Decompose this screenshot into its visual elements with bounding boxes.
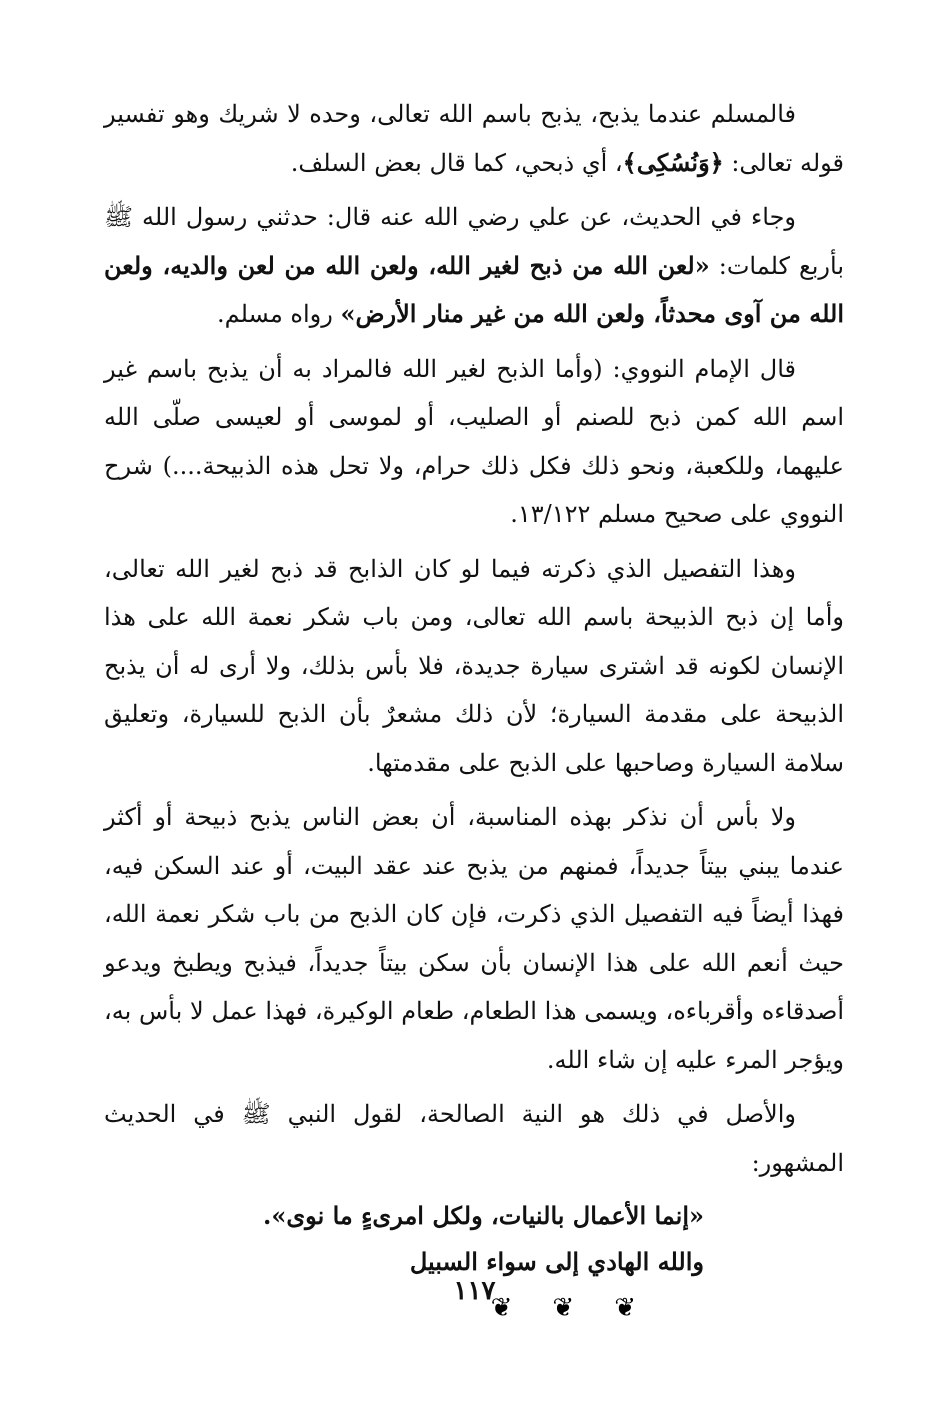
paragraph-2-text-b: رواه مسلم. — [216, 300, 341, 328]
paragraph-1-text-a: فالمسلم عندما يذبح، يذبح باسم الله تعالى، وحده لا شريك وهو تفسير قوله تعالى: — [104, 100, 844, 177]
ornament-icon: ❦ — [614, 1293, 654, 1323]
paragraph-1-text-b: ، أي ذبحي، كما قال بعض السلف. — [290, 148, 623, 177]
paragraph-2-text-a: وجاء في الحديث، عن علي رضي الله عنه قال: حدثني رسول الله ﷺ بأربع كلمات: — [104, 203, 844, 280]
paragraph-3-text: قال الإمام النووي: (وأما الذبح لغير الله فالمراد به أن يذبح باسم غير اسم الله كمن ذبح للصنم أو الصليب، أو لموسى أو لعيسى صلّى الله عليهما، وللكعبة، ونحو ذلك فكل ذلك حرام، ولا تحل هذه الذبيحة....) شرح النووي على صحيح مسلم ١٣/١٢٢. — [104, 354, 845, 528]
page-number: ١١٧ — [453, 1276, 496, 1306]
quran-verse: ﴿وَنُسُكِى﴾ — [622, 147, 724, 177]
paragraph-5 — [104, 793, 844, 1084]
ornament-icon: ❦ — [490, 1293, 531, 1323]
hadith-quote: «لعن الله من ذبح لغير الله، ولعن الله من لعن والديه، ولعن الله من آوى محدثاً، ولعن الله من غير منار الأرض» — [104, 250, 844, 328]
paragraph-4-text: وهذا التفصيل الذي ذكرته فيما لو كان الذابح قد ذبح لغير الله تعالى، وأما إن ذبح الذبيحة باسم الله تعالى، ومن باب شكر نعمة الله على هذا الإنسان لكونه قد اشترى سيارة جديدة، فلا بأس بذلك، ولا أرى له أن يذبح الذبيحة على مقدمة السيارة؛ لأن ذلك مشعرٌ بأن الذبح للسيارة، وتعليق سلامة السيارة وصاحبها على الذبح على مقدمتها. — [104, 554, 844, 777]
closing-hadith: «إنما الأعمال بالنيات، ولكل امرىءٍ ما نوى». — [263, 1201, 704, 1230]
closing-dua: والله الهادي إلى سواء السبيل — [409, 1247, 704, 1276]
paragraph-6-text: والأصل في ذلك هو النية الصالحة، لقول النبي ﷺ في الحديث المشهور: — [104, 1100, 844, 1177]
paragraph-3 — [104, 345, 844, 539]
ornament-icon: ❦ — [552, 1293, 593, 1323]
paragraph-1 — [104, 90, 844, 187]
paragraph-2 — [104, 193, 844, 339]
page-body — [104, 90, 844, 1323]
paragraph-4 — [104, 545, 844, 788]
paragraph-6 — [104, 1090, 844, 1187]
paragraph-5-text: ولا بأس أن نذكر بهذه المناسبة، أن بعض الناس يذبح ذبيحة أو أكثر عندما يبني بيتاً جديداً، فمنهم من يذبح عند عقد البيت، أو عند السكن فيه، فهذا أيضاً فيه التفصيل الذي ذكرت، فإن كان الذبح من باب شكر نعمة الله، حيث أنعم الله على هذا الإنسان بأن سكن بيتاً جديداً، فيذبح ويطبخ ويدعو أصدقاءه وأقرباءه، ويسمى هذا الطعام، طعام الوكيرة، فهذا عمل لا بأس به، ويؤجر المرء عليه إن شاء الله. — [104, 803, 845, 1074]
